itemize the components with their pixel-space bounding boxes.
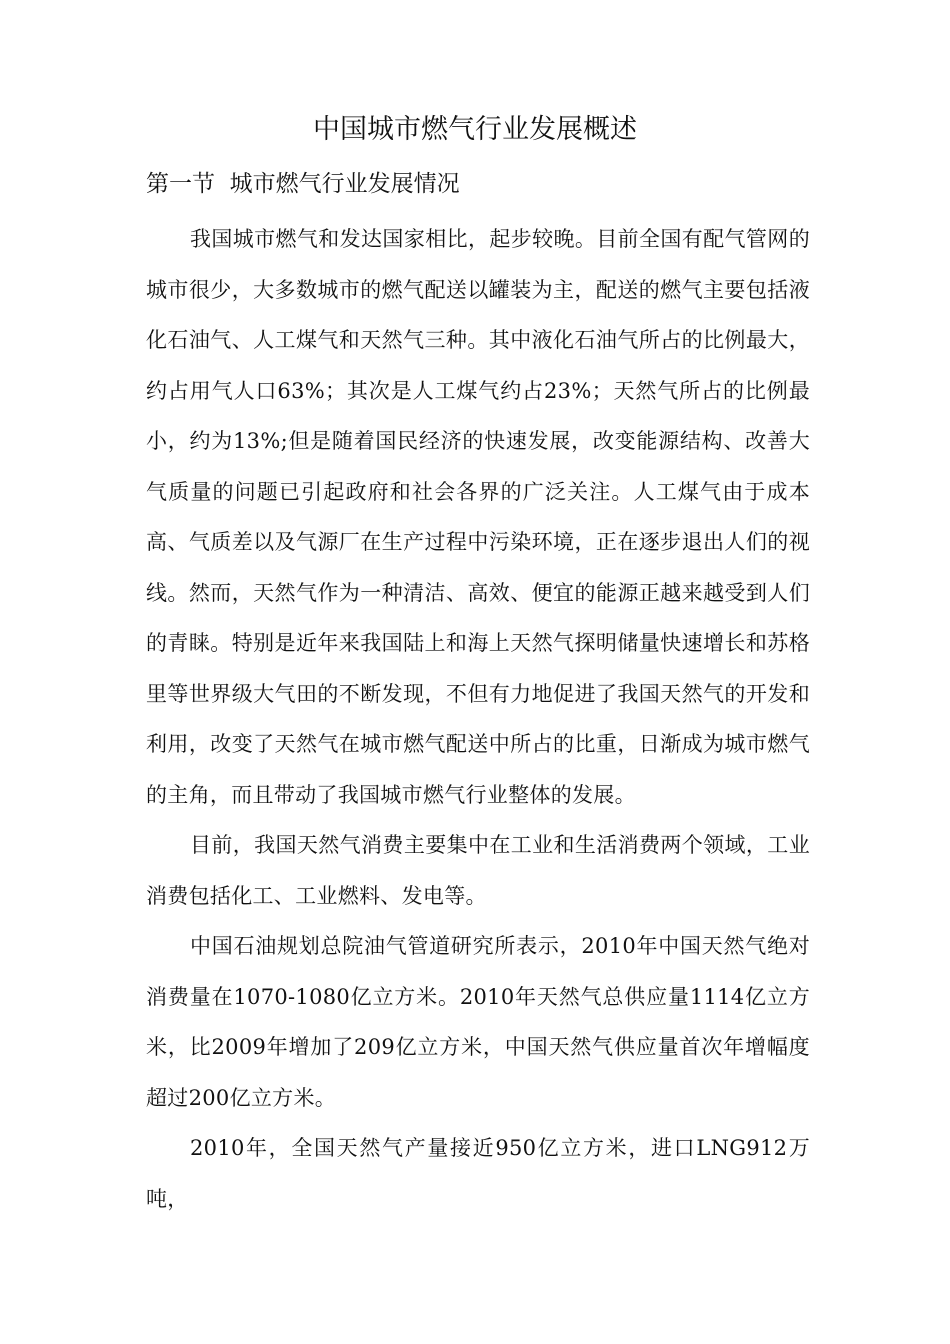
paragraph-4: 2010年，全国天然气产量接近950亿立方米，进口LNG912万吨， [146,1136,810,1211]
paragraph-2: 目前，我国天然气消费主要集中在工业和生活消费两个领域，工业消费包括化工、工业燃料、发电等。 [146,833,810,908]
paragraph-1: 我国城市燃气和发达国家相比，起步较晚。目前全国有配气管网的城市很少，大多数城市的燃气配送以罐装为主，配送的燃气主要包括液化石油气、人工煤气和天然气三种。其中液化石油气所占的比例最大，约占用气人口63%；其次是人工煤气约占23%；天然气所占的比例最小，约为13%;但是随着国民经济的快速发展，改变能源结构、改善大气质量的问题已引起政府和社会各界的广泛关注。人工煤气由于成本高、气质差以及气源厂在生产过程中污染环境，正在逐步退出人们的视线。然而，天然气作为一种清洁、高效、便宜的能源正越来越受到人们的青睐。特别是近年来我国陆上和海上天然气探明储量快速增长和苏格里等世界级大气田的不断发现，不但有力地促进了我国天然气的开发和利用，改变了天然气在城市燃气配送中所占的比重，日渐成为城市燃气的主角，而且带动了我国城市燃气行业整体的发展。 [146,227,810,807]
document-body [146,214,810,1224]
document-title: 中国城市燃气行业发展概述 [313,114,637,145]
section-heading: 第一节 城市燃气行业发展情况 [146,171,460,197]
paragraph-3: 中国石油规划总院油气管道研究所表示，2010年中国天然气绝对消费量在1070-1080亿立方米。2010年天然气总供应量1114亿立方米，比2009年增加了209亿立方米，中国天然气供应量首次年增幅度超过200亿立方米。 [146,934,810,1110]
